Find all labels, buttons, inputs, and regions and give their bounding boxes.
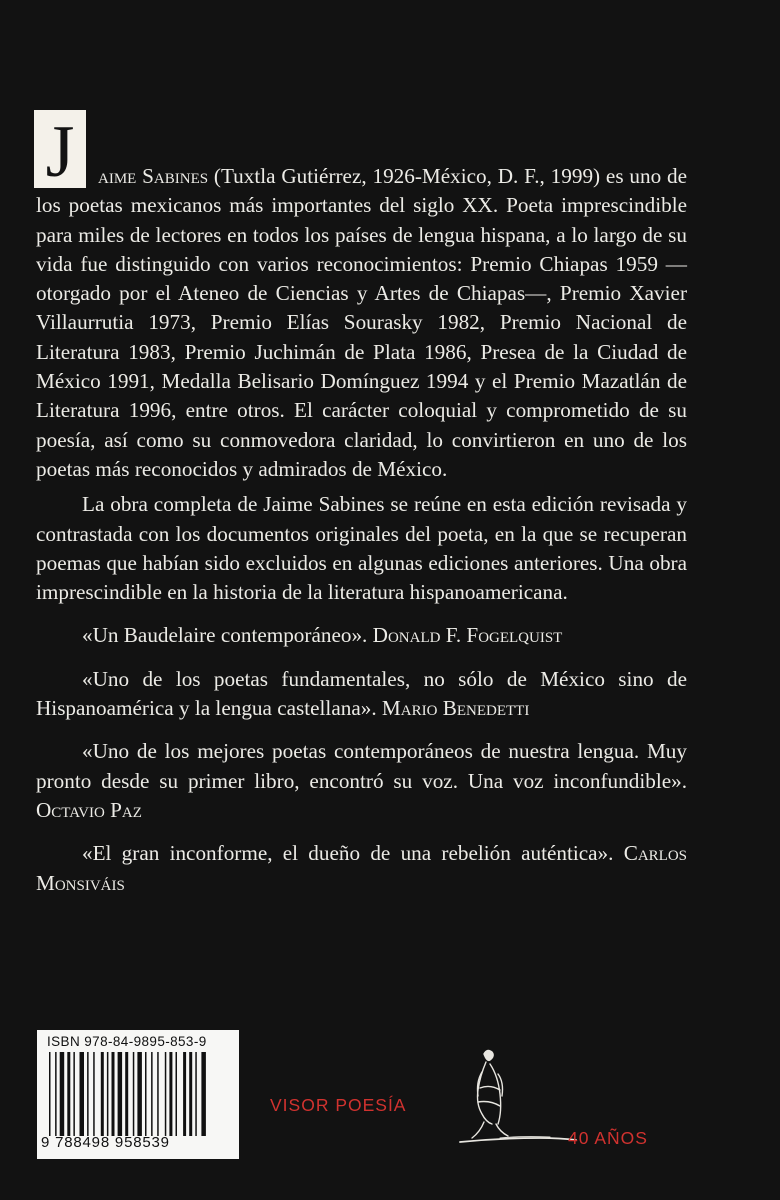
publisher-name: VISOR POESÍA (270, 1095, 407, 1115)
biography-paragraph (36, 110, 687, 484)
quote-1 (36, 621, 687, 650)
quote-author: Octavio Paz (36, 797, 142, 822)
quote-author: Carlos Monsiváis (36, 841, 687, 895)
walking-man-sketch-icon (440, 1042, 580, 1152)
quote-author: Mario Benedetti (381, 696, 530, 721)
ean-digits: 9 788498 958539 (41, 1134, 170, 1151)
author-name-lead: aime Sabines (98, 164, 209, 188)
quote-4 (36, 839, 687, 898)
biography-text: (Tuxtla Gutiérrez, 1926-México, D. F., 1999) es uno de los poetas mexicanos más importantes del siglo XX. Poeta imprescindible para miles de lectores en todos los países de lengua hispana, a lo largo de su vida fue distinguido con varios reconocimientos: Premio Chiapas 1959 —otorgado por el Ateneo de Ciencias y Artes de Chiapas—, Premio Xavier Villaurrutia 1973, Premio Elías Sourasky 1982, Premio Nacional de Literatura 1983, Premio Juchimán de Plata 1986, Presea de la Ciudad de México 1991, Medalla Belisario Domínguez 1994 y el Premio Mazatlán de Literatura 1996, entre otros. El carácter coloquial y comprometido de su poesía, así como su conmovedora claridad, lo convirtieron en uno de los poetas más reconocidos y admirados de México. (36, 164, 687, 481)
drop-cap: J (34, 110, 86, 188)
anniversary-label: 40 AÑOS (568, 1128, 648, 1148)
quote-text: «Uno de los mejores poetas contemporáneos de nuestra lengua. Muy pronto desde su primer libro, encontró su voz. Una voz inconfundible». (36, 739, 687, 793)
isbn-label: ISBN 978-84-9895-853-9 (47, 1034, 207, 1049)
quote-3 (36, 737, 687, 825)
quote-text: «El gran inconforme, el dueño de una rebelión auténtica». (82, 841, 614, 866)
description-paragraph: La obra completa de Jaime Sabines se reúne en esta edición revisada y contrastada con los documentos originales del poeta, en la que se recuperan poemas que habían sido excluidos en algunas ediciones anteriores. Una obra imprescindible en la historia de la literatura hispanoamericana. (36, 492, 687, 605)
barcode-icon (49, 1052, 231, 1136)
quote-author: Donald F. Fogelquist (372, 623, 563, 648)
text-column (36, 110, 687, 898)
barcode-box (37, 1030, 239, 1159)
quote-text: «Un Baudelaire contemporáneo». (82, 623, 368, 648)
quote-2 (36, 665, 687, 724)
quote-text: «Uno de los poetas fundamentales, no sólo de México sino de Hispanoamérica y la lengua castellana». (36, 666, 687, 721)
